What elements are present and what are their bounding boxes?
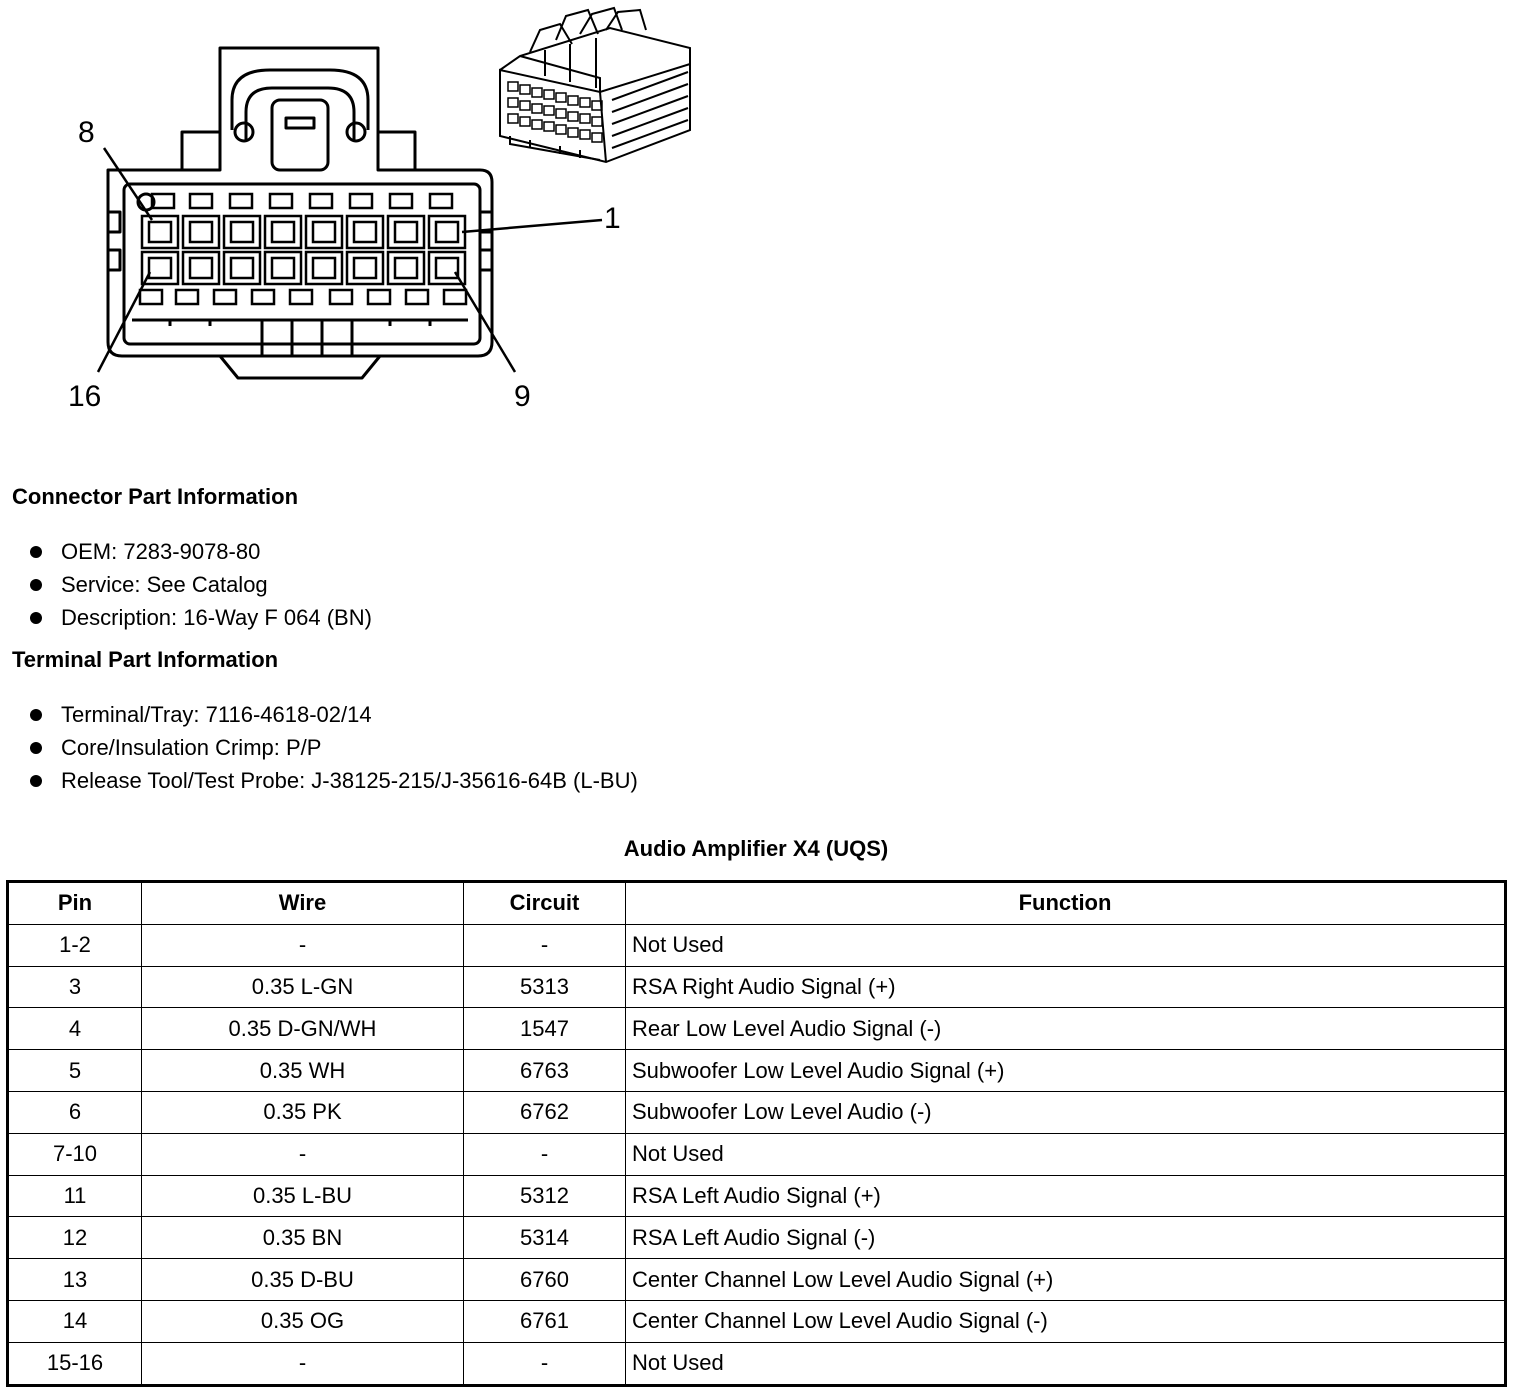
pin-1-label: 1 xyxy=(604,202,621,235)
table-row xyxy=(8,924,1506,966)
pin-cell: 6 xyxy=(8,1091,142,1133)
pin-cell: 1-2 xyxy=(8,924,142,966)
circuit-cell: 6761 xyxy=(464,1300,626,1342)
wire-cell: 0.35 WH xyxy=(142,1050,464,1092)
pin-cell: 13 xyxy=(8,1259,142,1301)
function-cell: RSA Left Audio Signal (+) xyxy=(626,1175,1506,1217)
terminal-tray-item: Terminal/Tray: 7116-4618-02/14 xyxy=(30,698,638,731)
function-cell: Center Channel Low Level Audio Signal (-) xyxy=(626,1300,1506,1342)
wire-cell: 0.35 D-GN/WH xyxy=(142,1008,464,1050)
terminal-part-info-list xyxy=(30,698,638,797)
header-function: Function xyxy=(626,882,1506,925)
pin-cell: 7-10 xyxy=(8,1133,142,1175)
table-row xyxy=(8,1175,1506,1217)
pin-cell: 14 xyxy=(8,1300,142,1342)
table-row xyxy=(8,966,1506,1008)
function-cell: Center Channel Low Level Audio Signal (+) xyxy=(626,1259,1506,1301)
connector-part-info-title: Connector Part Information xyxy=(12,484,299,509)
wire-cell: 0.35 PK xyxy=(142,1091,464,1133)
wire-cell: 0.35 L-BU xyxy=(142,1175,464,1217)
pin-cell: 12 xyxy=(8,1217,142,1259)
wire-cell: - xyxy=(142,1342,464,1385)
circuit-cell: 1547 xyxy=(464,1008,626,1050)
wire-cell: 0.35 OG xyxy=(142,1300,464,1342)
table-title: Audio Amplifier X4 (UQS) xyxy=(623,836,889,861)
wire-cell: 0.35 L-GN xyxy=(142,966,464,1008)
header-circuit: Circuit xyxy=(464,882,626,925)
pin-cell: 3 xyxy=(8,966,142,1008)
wire-cell: - xyxy=(142,924,464,966)
table-row xyxy=(8,1217,1506,1259)
table-header-row xyxy=(8,882,1506,925)
connector-isometric-view xyxy=(500,8,690,162)
terminal-part-info-title: Terminal Part Information xyxy=(12,647,279,672)
function-cell: Subwoofer Low Level Audio (-) xyxy=(626,1091,1506,1133)
table-row xyxy=(8,1133,1506,1175)
function-cell: RSA Left Audio Signal (-) xyxy=(626,1217,1506,1259)
crimp-item: Core/Insulation Crimp: P/P xyxy=(30,731,638,764)
connector-diagram xyxy=(0,0,760,420)
pinout-table xyxy=(6,880,1507,1387)
circuit-cell: - xyxy=(464,1133,626,1175)
pin-cell: 15-16 xyxy=(8,1342,142,1385)
connector-description-item: Description: 16-Way F 064 (BN) xyxy=(30,601,372,634)
circuit-cell: 5312 xyxy=(464,1175,626,1217)
header-pin: Pin xyxy=(8,882,142,925)
pin-cell: 4 xyxy=(8,1008,142,1050)
pin-cell: 11 xyxy=(8,1175,142,1217)
function-cell: RSA Right Audio Signal (+) xyxy=(626,966,1506,1008)
connector-service-item: Service: See Catalog xyxy=(30,568,372,601)
header-wire: Wire xyxy=(142,882,464,925)
circuit-cell: 6760 xyxy=(464,1259,626,1301)
table-row xyxy=(8,1300,1506,1342)
pin-16-label: 16 xyxy=(68,380,102,413)
table-row xyxy=(8,1050,1506,1092)
pin-9-label: 9 xyxy=(514,380,531,413)
wire-cell: 0.35 D-BU xyxy=(142,1259,464,1301)
circuit-cell: - xyxy=(464,1342,626,1385)
table-row xyxy=(8,1259,1506,1301)
circuit-cell: 6763 xyxy=(464,1050,626,1092)
connector-oem-item: OEM: 7283-9078-80 xyxy=(30,535,372,568)
circuit-cell: 6762 xyxy=(464,1091,626,1133)
table-row xyxy=(8,1091,1506,1133)
circuit-cell: - xyxy=(464,924,626,966)
circuit-cell: 5314 xyxy=(464,1217,626,1259)
table-row xyxy=(8,1008,1506,1050)
wire-cell: 0.35 BN xyxy=(142,1217,464,1259)
pin-8-label: 8 xyxy=(78,116,95,149)
function-cell: Rear Low Level Audio Signal (-) xyxy=(626,1008,1506,1050)
function-cell: Not Used xyxy=(626,1133,1506,1175)
function-cell: Subwoofer Low Level Audio Signal (+) xyxy=(626,1050,1506,1092)
connector-part-info-list xyxy=(30,535,372,634)
pin-cell: 5 xyxy=(8,1050,142,1092)
function-cell: Not Used xyxy=(626,924,1506,966)
release-tool-item: Release Tool/Test Probe: J-38125-215/J-35616-64B (L-BU) xyxy=(30,764,638,797)
wire-cell: - xyxy=(142,1133,464,1175)
function-cell: Not Used xyxy=(626,1342,1506,1385)
circuit-cell: 5313 xyxy=(464,966,626,1008)
table-row xyxy=(8,1342,1506,1385)
